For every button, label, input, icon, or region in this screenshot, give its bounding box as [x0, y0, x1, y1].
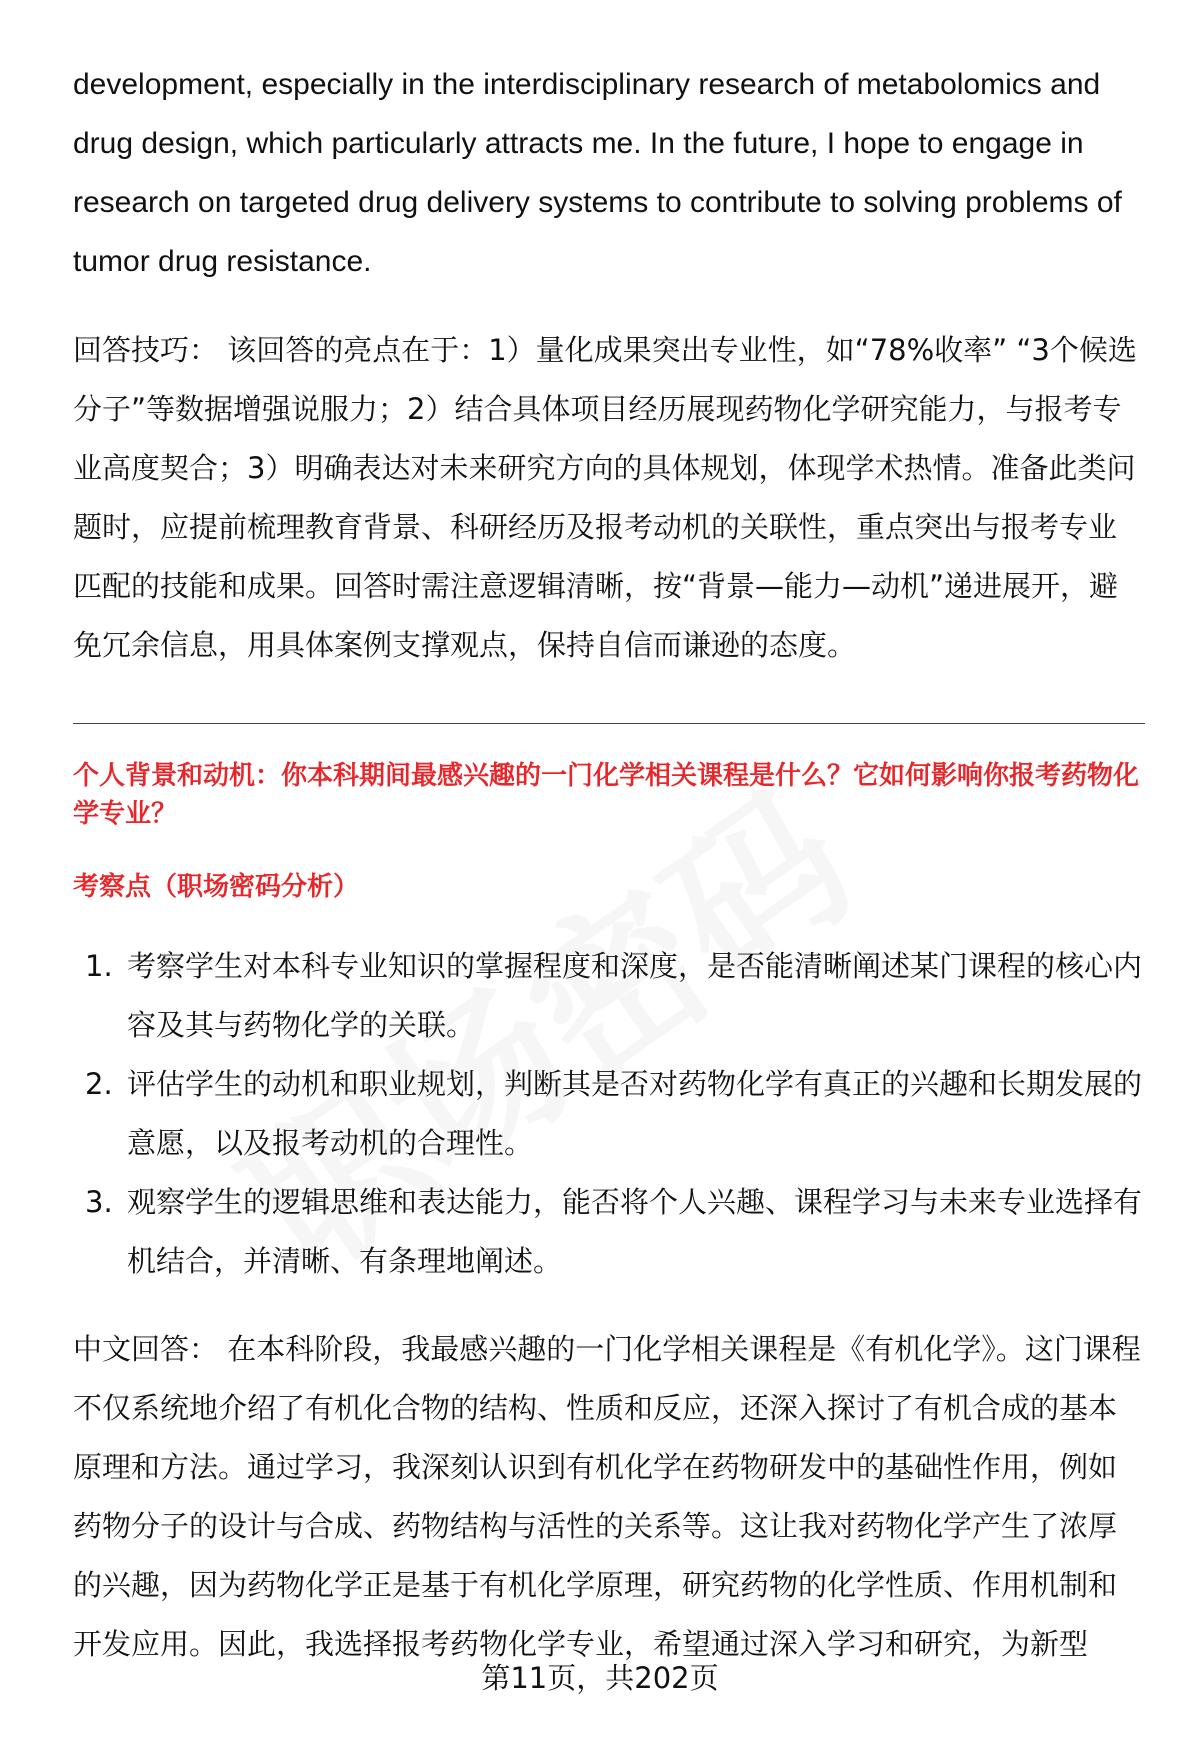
list-item — [73, 1173, 1145, 1291]
list-number: 3. — [85, 1185, 113, 1219]
page-footer: 第11页，共202页 — [481, 1661, 719, 1695]
chinese-answer-paragraph: 中文回答： 在本科阶段，我最感兴趣的一门化学相关课程是《有机化学》。这门课程不仅系统地介绍了有机化合物的结构、性质和反应，还深入探讨了有机合成的基本原理和方法。通过学习，我深刻认识到有机化学在药物研发中的基础性作用，例如药物分子的设计与合成、药物结构与活性的关系等。这让我对药物化学产生了浓厚的兴趣，因为药物化学正是基于有机化学原理，研究药物的化学性质、作用机制和开发应用。因此，我选择报考药物化学专业，希望通过深入学习和研究，为新型 — [73, 1332, 1141, 1661]
list-item — [73, 937, 1145, 1055]
list-text: 观察学生的逻辑思维和表达能力，能否将个人兴趣、课程学习与未来专业选择有机结合，并清晰、有条理地阐述。 — [127, 1185, 1143, 1278]
english-paragraph: development, especially in the interdisciplinary research of metabolomics and drug design, which particularly attracts me. In the future, I hope to engage in research on targeted drug delivery systems to contribute to solving problems of tumor drug resistance. — [73, 68, 1122, 278]
list-item — [73, 1055, 1145, 1173]
list-text: 考察学生对本科专业知识的掌握程度和深度，是否能清晰阐述某门课程的核心内容及其与药物化学的关联。 — [127, 949, 1143, 1042]
focus-points-list — [73, 937, 1145, 1291]
list-number: 2. — [85, 1067, 113, 1101]
list-text: 评估学生的动机和职业规划，判断其是否对药物化学有真正的兴趣和长期发展的意愿，以及报考动机的合理性。 — [127, 1067, 1143, 1160]
focus-points-heading: 考察点（职场密码分析） — [73, 872, 360, 902]
list-number: 1. — [85, 949, 113, 983]
section-divider — [73, 723, 1145, 724]
answer-tips-paragraph: 回答技巧： 该回答的亮点在于：1）量化成果突出专业性，如“78%收率” “3个候选分子”等数据增强说服力；2）结合具体项目经历展现药物化学研究能力，与报考专业高度契合；3）明确表达对未来研究方向的具体规划，体现学术热情。准备此类问题时，应提前梳理教育背景、科研经历及报考动机的关联性，重点突出与报考专业匹配的技能和成果。回答时需注意逻辑清晰，按“背景—能力—动机”递进展开，避免冗余信息，用具体案例支撑观点，保持自信而谦逊的态度。 — [73, 333, 1137, 662]
question-heading: 个人背景和动机：你本科期间最感兴趣的一门化学相关课程是什么？它如何影响你报考药物化学专业？ — [73, 761, 1140, 829]
